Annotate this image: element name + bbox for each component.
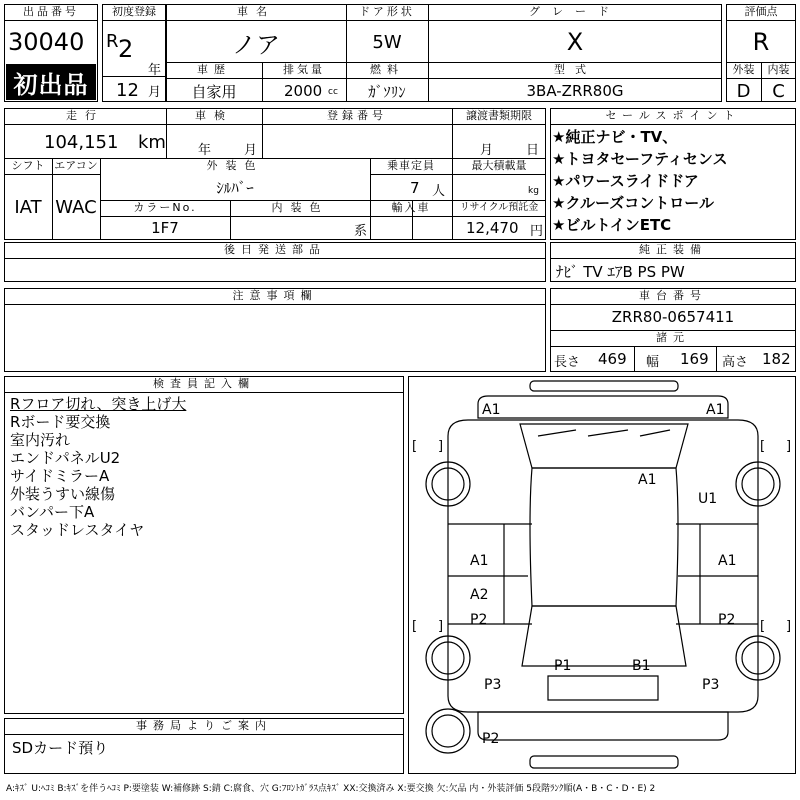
length: 469	[598, 350, 627, 368]
svg-text:[: [	[412, 439, 418, 454]
exterior-color-label: 外装色	[206, 159, 264, 172]
mileage-unit: km	[138, 131, 166, 153]
capacity-label: 乗車定員	[387, 159, 435, 172]
color-number: 1F7	[151, 219, 179, 237]
door-type-label: ドア形状	[359, 5, 415, 18]
aircon: WAC	[55, 196, 97, 218]
sales-point: ★トヨタセーフティセンス	[552, 150, 728, 168]
registration-number-label: 登録番号	[327, 109, 387, 122]
interior-color-unit: 系	[354, 223, 368, 239]
era-letter: R	[106, 30, 119, 52]
svg-text:[: [	[760, 619, 766, 634]
transfer-deadline-label: 譲渡書類期限	[466, 109, 532, 122]
inspector-note: 室内汚れ	[10, 431, 71, 449]
grade: X	[566, 28, 584, 56]
inspector-note: バンパー下A	[10, 503, 95, 521]
damage-mark: P1	[554, 658, 572, 674]
sales-point: ★ビルトインETC	[552, 216, 672, 234]
exterior-grade: D	[736, 80, 751, 102]
max-load-label: 最大積載量	[471, 159, 527, 172]
svg-text:]: ]	[438, 619, 444, 634]
fuel-label: 燃料	[370, 63, 404, 76]
inspector-label: 検査員記入欄	[153, 377, 255, 390]
interior-grade-label: 内装	[767, 63, 790, 76]
import-label: 輸入車	[391, 201, 431, 214]
inspection-month-unit: 月	[244, 142, 258, 158]
interior-grade: C	[772, 80, 785, 102]
width-label: 幅	[646, 354, 660, 370]
inspector-note: Rフロア切れ、突き上げ大	[10, 395, 187, 413]
equipment-value: ﾅﾋﾞ TV ｴｱB PS PW	[556, 262, 685, 281]
sales-points-list	[552, 126, 794, 236]
chassis-label: 車台番号	[639, 289, 707, 302]
mileage: 104,151	[44, 131, 119, 153]
year-unit: 年	[148, 62, 162, 78]
exterior-color: ｼﾙﾊﾞｰ	[216, 178, 254, 197]
inspector-note: スタッドレスタイヤ	[10, 521, 145, 539]
damage-mark: B1	[632, 658, 651, 674]
damage-mark: A1	[470, 553, 489, 569]
inspection-year-unit: 年	[198, 142, 212, 158]
specs-label: 諸元	[656, 331, 690, 344]
shift-label: シフト	[11, 159, 45, 172]
sales-point: ★クルーズコントロール	[552, 194, 714, 212]
car-name: ノア	[232, 30, 280, 59]
lot-number-label: 出品番号	[23, 5, 79, 18]
office-label: 事務局よりご案内	[136, 719, 272, 732]
inspector-note: Rボード要交換	[10, 413, 111, 431]
overall-score: R	[752, 28, 770, 56]
length-label: 長さ	[554, 354, 581, 370]
damage-mark: A1	[482, 402, 501, 418]
history-label: 車歴	[197, 63, 231, 76]
height: 182	[762, 350, 791, 368]
score-label: 評価点	[744, 5, 778, 18]
damage-mark: U1	[698, 491, 718, 507]
first-registration-label: 初度登録	[112, 5, 156, 18]
mileage-label: 走行	[66, 109, 104, 122]
displacement-label: 排気量	[283, 63, 325, 76]
recycle-fee-label: リサイクル預託金	[459, 202, 539, 213]
recycle-fee-unit: 円	[530, 223, 544, 239]
transfer-month-unit: 月	[480, 142, 494, 158]
transfer-day-unit: 日	[526, 142, 540, 158]
month-unit: 月	[148, 84, 162, 100]
damage-mark: A2	[470, 587, 489, 603]
grade-label: グレード	[529, 5, 621, 18]
svg-text:]: ]	[786, 439, 792, 454]
registration-year: 2	[118, 35, 134, 63]
door-type: 5W	[372, 31, 402, 53]
aircon-label: エアコン	[54, 159, 98, 172]
damage-mark: P3	[702, 677, 720, 693]
lot-number: 30040	[8, 28, 85, 56]
damage-legend: A:ｷｽﾞ U:ﾍｺﾐ B:ｷｽﾞを伴うﾍｺﾐ P:要塗装 W:補修跡 S:錆 C:腐食、穴 G:ﾌﾛﾝﾄｶﾞﾗｽ点ｷｽﾞ XX:交換済み X:要交換 欠:欠品 内・外装評価 5段階ﾗﾝｸ順(A・B・C・D・E) 2	[6, 783, 656, 794]
model-code: 3BA-ZRR80G	[526, 82, 624, 100]
damage-mark: P3	[484, 677, 502, 693]
car-name-label: 車名	[237, 5, 275, 18]
capacity-unit: 人	[432, 183, 446, 199]
shift: IAT	[14, 196, 42, 218]
damage-mark: A1	[718, 553, 737, 569]
office-note: SDカード預り	[12, 738, 109, 757]
svg-text:]: ]	[438, 439, 444, 454]
damage-mark: P2	[482, 731, 500, 747]
interior-color-label: 内装色	[271, 201, 329, 214]
registration-month: 12	[116, 79, 139, 101]
inspector-note: エンドパネルU2	[10, 449, 121, 467]
damage-mark: A1	[638, 472, 657, 488]
first-sale-badge: 初出品	[6, 64, 96, 100]
displacement-unit: cc	[328, 87, 338, 97]
exterior-grade-label: 外装	[732, 63, 755, 76]
inspector-note: 外装うすい線傷	[10, 485, 116, 503]
chassis-number: ZRR80-0657411	[611, 308, 735, 326]
equipment-label: 純正装備	[639, 243, 707, 256]
damage-mark: P2	[470, 612, 488, 628]
car-diagram	[408, 376, 796, 774]
history: 自家用	[191, 82, 237, 101]
color-number-label: カラーNo.	[133, 201, 197, 214]
sales-point: ★パワースライドドア	[552, 172, 699, 190]
caution-label: 注意事項欄	[232, 289, 318, 302]
inspector-note: サイドミラーA	[10, 467, 110, 485]
width: 169	[680, 350, 709, 368]
svg-text:[: [	[412, 619, 418, 634]
sales-point: ★純正ナビ・TV、	[552, 128, 678, 146]
sales-points-label: セールスポイント	[605, 109, 741, 122]
model-code-label: 型式	[554, 63, 596, 76]
damage-mark: P2	[718, 612, 736, 628]
inspector-notes	[10, 395, 186, 539]
inspection-label: 車検	[195, 109, 233, 122]
svg-text:]: ]	[786, 619, 792, 634]
recycle-fee: 12,470	[466, 219, 519, 237]
displacement: 2000	[284, 82, 323, 100]
height-label: 高さ	[722, 354, 749, 370]
max-load-unit: kg	[528, 186, 539, 196]
later-parts-label: 後日発送部品	[224, 243, 326, 256]
svg-text:[: [	[760, 439, 766, 454]
fuel: ｶﾞｿﾘﾝ	[368, 82, 406, 101]
capacity: 7	[410, 179, 420, 197]
damage-mark: A1	[706, 402, 725, 418]
